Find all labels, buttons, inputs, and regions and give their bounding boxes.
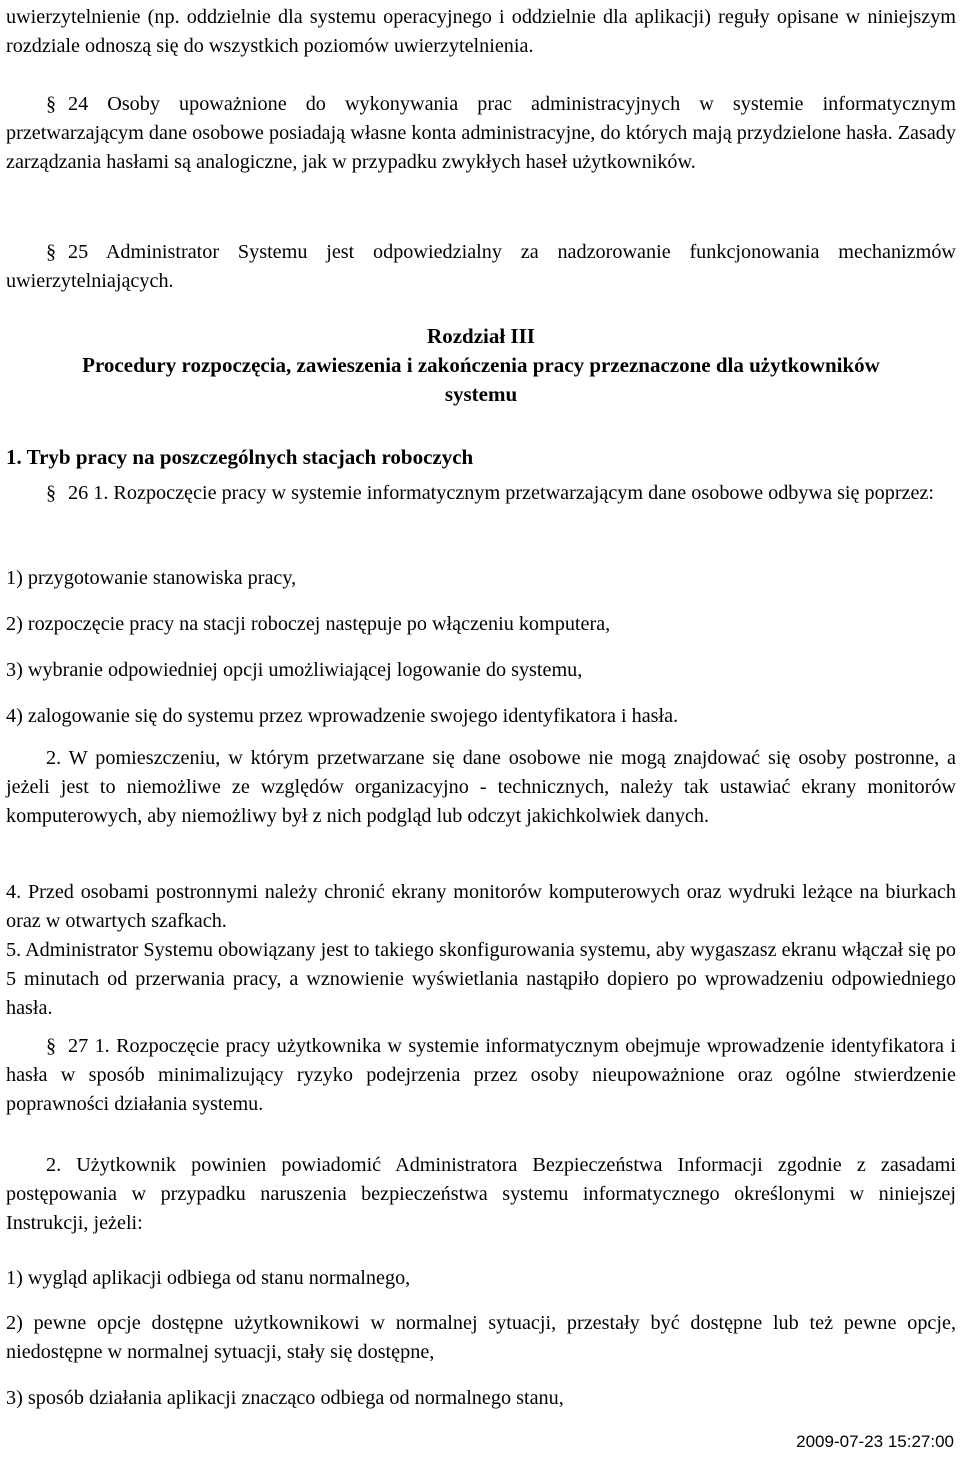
list-item: 1) wygląd aplikacji odbiega od stanu normalnego, <box>6 1267 411 1289</box>
chapter-title: Rozdział III <box>427 324 535 348</box>
paragraph-24 <box>6 90 956 177</box>
list-item: 4) zalogowanie się do systemu przez wprowadzenie swojego identyfikatora i hasła. <box>6 705 679 727</box>
paragraph-26 <box>46 479 956 508</box>
list-item: 3) sposób działania aplikacji znacząco odbiega od normalnego stanu, <box>6 1387 564 1409</box>
section-1-title: 1. Tryb pracy na poszczególnych stacjach roboczych <box>6 445 474 469</box>
paragraph-27-2: 2. Użytkownik powinien powiadomić Administratora Bezpieczeństwa Informacji zgodnie z zasadami postępowania w przypadku naruszenia bezpieczeństwa systemu informatycznego określonymi w niniejszej Instrukcji, jeżeli: <box>6 1154 956 1234</box>
paragraph-25 <box>6 238 956 296</box>
paragraph-26-5: 5. Administrator Systemu obowiązany jest to takiego skonfigurowania systemu, aby wygaszasz ekranu włączał się po 5 minutach od przerwania pracy, a wznowienie wyświetlania nastąpiło dopiero po wprowadzeniu odpowiedniego hasła. <box>6 939 956 1019</box>
section-sign: § <box>46 241 57 263</box>
timestamp: 2009-07-23 15:27:00 <box>796 1432 954 1451</box>
section-sign: § <box>46 1035 57 1057</box>
paragraph-26-text: 26 1. Rozpoczęcie pracy w systemie informatycznym przetwarzającym dane osobowe odbywa się poprzez: <box>68 482 935 504</box>
section-sign: § <box>46 482 57 504</box>
section-sign: § <box>46 93 57 115</box>
list-item: 2) rozpoczęcie pracy na stacji roboczej następuje po włączeniu komputera, <box>6 613 611 635</box>
list-item: 1) przygotowanie stanowiska pracy, <box>6 567 297 589</box>
paragraph-26-4: 4. Przed osobami postronnymi należy chronić ekrany monitorów komputerowych oraz wydruki leżące na biurkach oraz w otwartych szafkach. <box>6 881 956 932</box>
paragraph-intro: uwierzytelnienie (np. oddzielnie dla systemu operacyjnego i oddzielnie dla aplikacji) reguły opisane w niniejszym rozdziale odnoszą się do wszystkich poziomów uwierzytelnienia. <box>6 6 956 57</box>
list-item: 3) wybranie odpowiedniej opcji umożliwiającej logowanie do systemu, <box>6 659 583 681</box>
paragraph-25-text: 25 Administrator Systemu jest odpowiedzialny za nadzorowanie funkcjonowania mechanizmów uwierzytelniających. <box>6 241 956 292</box>
paragraph-27-text: 27 1. Rozpoczęcie pracy użytkownika w systemie informatycznym obejmuje wprowadzenie identyfikatora i hasła w sposób minimalizujący ryzyko podejrzenia przez osoby nieupoważnione oraz ogólne stwierdzenie poprawności działania systemu. <box>6 1035 956 1115</box>
chapter-subtitle: Procedury rozpoczęcia, zawieszenia i zakończenia pracy przeznaczone dla użytkowników systemu <box>82 353 880 406</box>
list-item: 2) pewne opcje dostępne użytkownikowi w normalnej sytuacji, przestały być dostępne lub też pewne opcje, niedostępne w normalnej sytuacji, stały się dostępne, <box>6 1312 956 1363</box>
document-page <box>6 0 956 1460</box>
paragraph-24-text: 24 Osoby upoważnione do wykonywania prac administracyjnych w systemie informatycznym przetwarzającym dane osobowe posiadają własne konta administracyjne, do których mają przydzielone hasła. Zasady zarządzania hasłami są analogiczne, jak w przypadku zwykłych haseł użytkowników. <box>6 93 956 173</box>
paragraph-26-2: 2. W pomieszczeniu, w którym przetwarzane się dane osobowe nie mogą znajdować się osoby postronne, a jeżeli jest to niemożliwe ze względów organizacyjno - technicznych, należy tak ustawiać ekrany monitorów komputerowych, aby niemożliwy był z nich podgląd lub odczyt jakichkolwiek danych. <box>6 747 956 827</box>
paragraph-27 <box>6 1032 956 1119</box>
